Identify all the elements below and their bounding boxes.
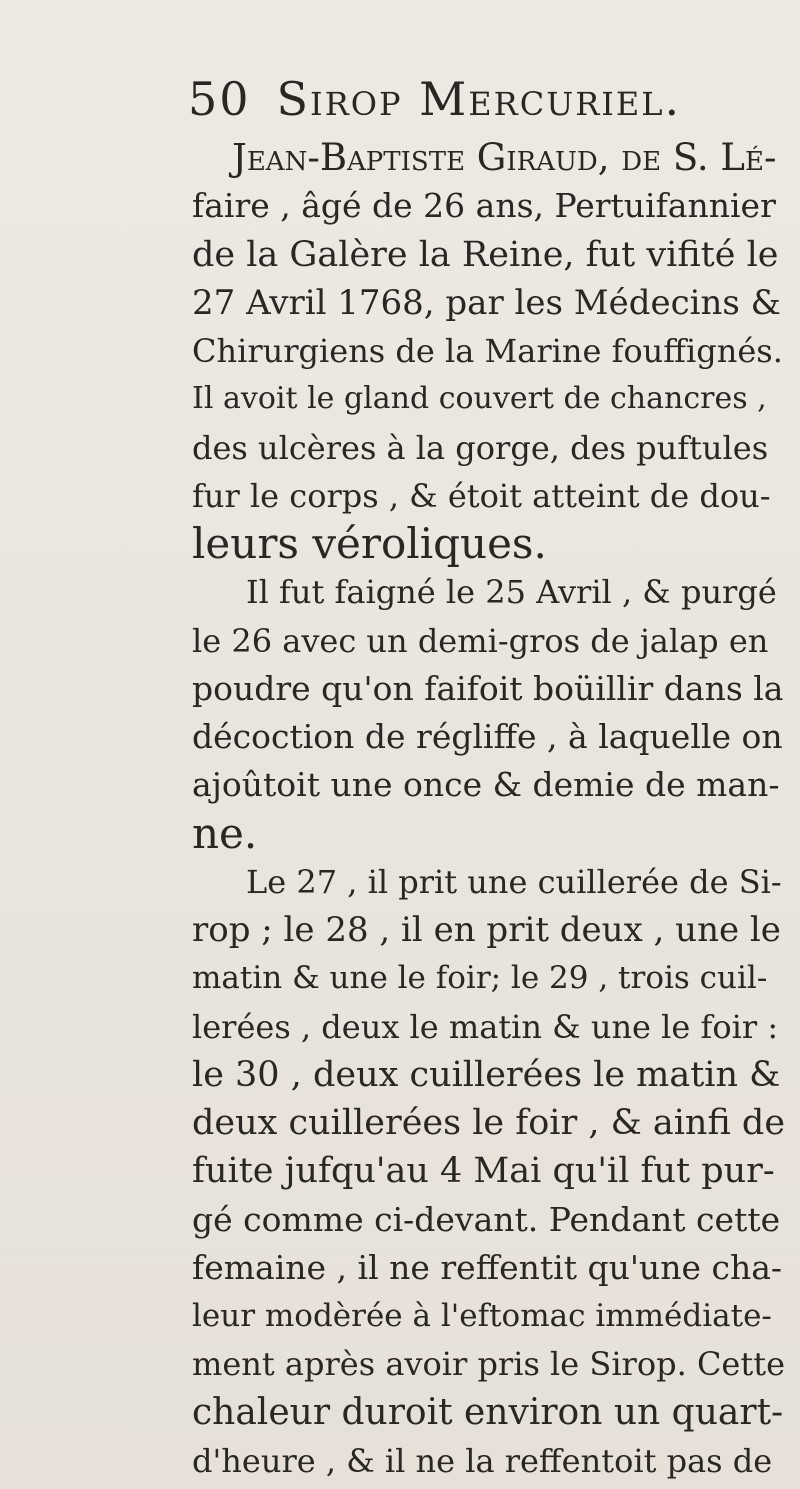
running-title: Sirop Mercuriel. xyxy=(276,72,682,126)
text-line: le 26 avec un demi-gros de jalap en xyxy=(192,622,769,660)
text-line: Le 27 , il prit une cuillerée de Si- xyxy=(246,863,782,901)
text-line: chaleur duroit environ un quart- xyxy=(192,1392,784,1433)
text-line: ment après avoir pris le Sirop. Cette xyxy=(192,1345,786,1383)
page-header xyxy=(188,70,681,128)
text-line: Chirurgiens de la Marine fouffignés. xyxy=(192,332,783,370)
text-line: Il avoit le gland couvert de chancres , xyxy=(192,381,767,416)
text-line: Jean-Baptiste Giraud, de S. Lé- xyxy=(232,136,777,179)
page-number: 50 xyxy=(188,72,251,126)
text-line: 27 Avril 1768, par les Médecins & xyxy=(192,283,781,323)
text-line: ajoûtoit une once & demie de man- xyxy=(192,765,780,804)
text-line: matin & une le foir; le 29 , trois cuil- xyxy=(192,960,768,996)
text-line: rop ; le 28 , il en prit deux , une le xyxy=(192,910,781,950)
text-line: deux cuillerées le foir , & ainfi de xyxy=(192,1103,786,1143)
text-line: faire , âgé de 26 ans, Pertuifannier xyxy=(192,186,776,225)
text-line: des ulcères à la gorge, des puftules xyxy=(192,429,769,467)
text-line: poudre qu'on faifoit boüillir dans la xyxy=(192,669,784,708)
text-line: ne. xyxy=(192,809,258,858)
text-line: décoction de régliffe , à laquelle on xyxy=(192,717,783,756)
text-line: d'heure , & il ne la reffentoit pas de xyxy=(192,1442,773,1480)
text-line: fur le corps , & étoit atteint de dou- xyxy=(192,477,771,515)
text-line: leurs véroliques. xyxy=(192,519,547,568)
text-line: leur modèrée à l'eftomac immédiate- xyxy=(192,1298,772,1334)
text-line: fuite jufqu'au 4 Mai qu'il fut pur- xyxy=(192,1151,775,1191)
text-line: lerées , deux le matin & une le foir : xyxy=(192,1008,779,1046)
text-line: de la Galère la Reine, fut vifité le xyxy=(192,235,779,275)
text-line: Il fut faigné le 25 Avril , & purgé xyxy=(246,573,777,611)
text-line: le 30 , deux cuillerées le matin & xyxy=(192,1055,781,1095)
text-line: femaine , il ne reffentit qu'une cha- xyxy=(192,1248,783,1287)
text-line: gé comme ci-devant. Pendant cette xyxy=(192,1200,781,1239)
